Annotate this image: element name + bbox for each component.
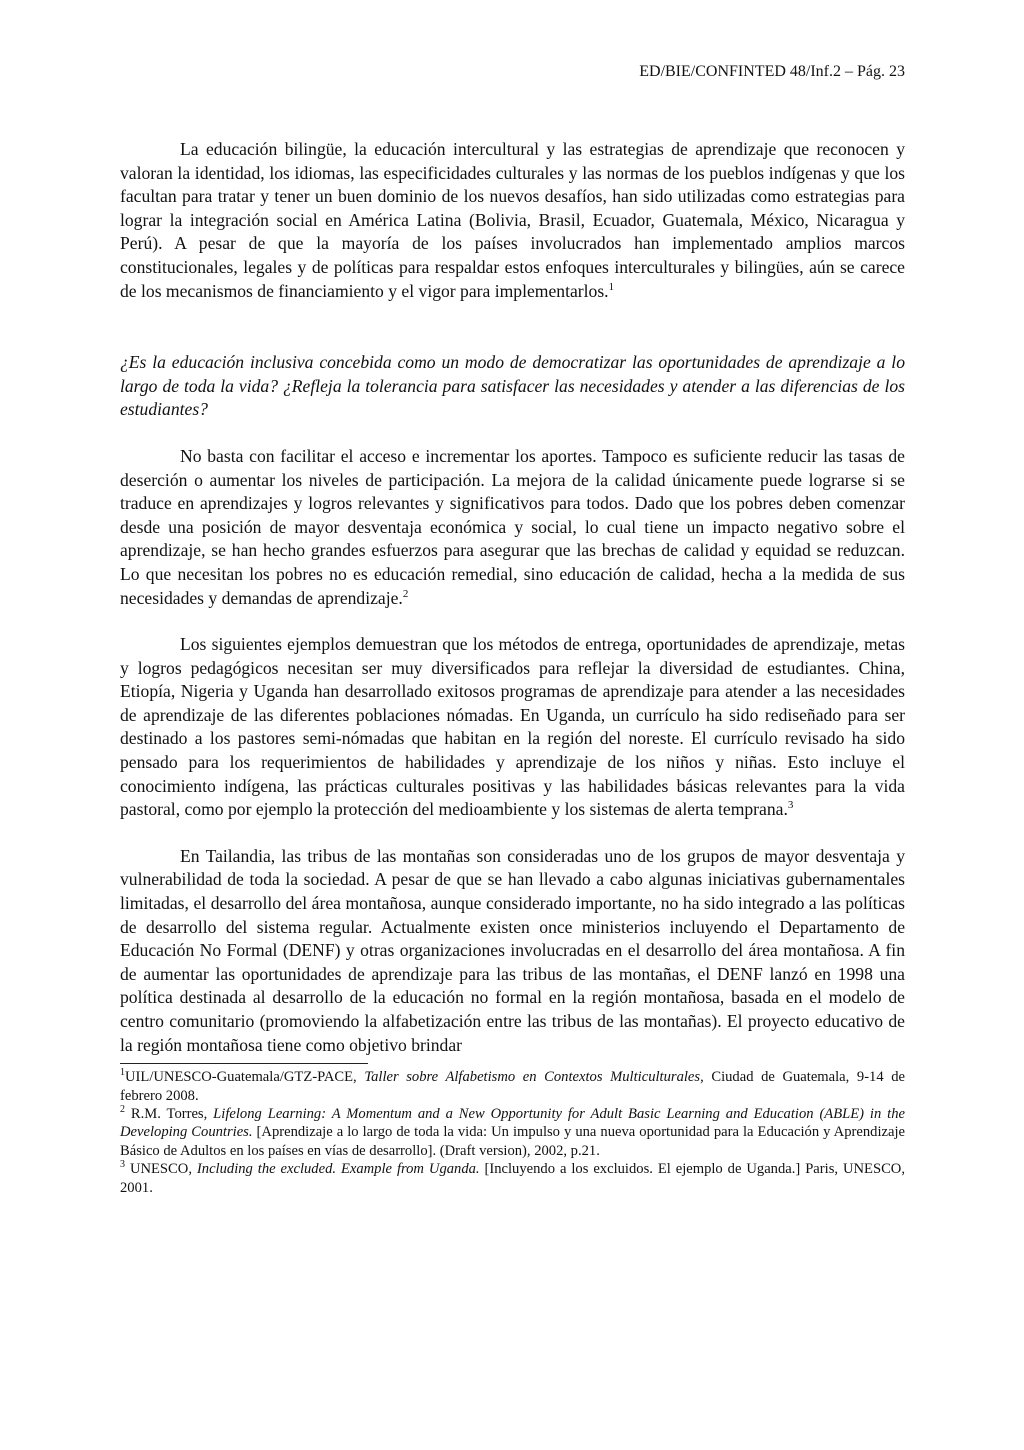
paragraph-thailand: En Tailandia, las tribus de las montañas son consideradas uno de los grupos de mayor desventaja y vulnerabilidad de toda la sociedad. A pesar de que se han llevado a cabo algunas iniciativas gubernamentales limitadas, el desarrollo del área montañosa, aunque considerado importante, no ha sido integrado a las políticas de desarrollo del sistema regular. Actualmente existen once ministerios incluyendo el Departamento de Educación No Formal (DENF) y otras organizaciones involucradas en el desarrollo del área montañosa. A fin de aumentar las oportunidades de aprendizaje para las tribus de las montañas, el DENF lanzó en 1998 una política destinada al desarrollo de la educación no formal en la región montañosa, basada en el modelo de centro comunitario (promoviendo la alfabetización entre las tribus de las montañas). El proyecto educativo de la región montañosa tiene como objetivo brindar — [120, 845, 905, 1055]
footnote-3: $^3$ UNESCO, Including the excluded. Example from Uganda. [Incluyendo a los excluidos. El ejemplo de Uganda.] Paris, UNESCO, 2001. — [120, 1159, 905, 1196]
footnote-number: 3 — [120, 1159, 125, 1171]
paragraph-nomadic-examples — [120, 633, 905, 822]
footnote-number: 2 — [120, 1104, 125, 1116]
paragraph-quality-learning — [120, 445, 905, 610]
paragraph-text: Los siguientes ejemplos demuestran que los métodos de entrega, oportunidades de aprendizaje, metas y logros pedagógicos necesitan ser muy diversificados para reflejar la diversidad de estudiantes. China, Etiopía, Nigeria y Uganda han desarrollado exitosos programas de aprendizaje para atender a las necesidades de aprendizaje de las diferentes poblaciones nómadas. En Uganda, un currículo ha sido rediseñado para ser destinado a los pastores semi-nómadas que habitan en la región del noreste. El currículo revisado ha sido pensado para los requerimientos de habilidades y aprendizaje de los niños y niñas. Esto incluye el conocimiento indígena, las prácticas culturales positivas y las habilidades básicas relevantes para la vida pastoral, como por ejemplo la protección del medioambiente y los sistemas de alerta temprana. — [120, 634, 905, 820]
footnote-ref-1[interactable]: 1 — [608, 280, 615, 293]
footnote-2: $^2$ R.M. Torres, Lifelong Learning: A Momentum and a New Opportunity for Adult Basic Learning and Education (ABLE) in the Developing Countries. [Aprendizaje a lo largo de toda la vida: Un impulso y una nueva oportunidad para la Educación y Aprendizaje Básico de Adultos en los países en vías de desarrollo]. (Draft version), 2002, p.21. — [120, 1104, 905, 1159]
paragraph-bilingual-education — [120, 138, 905, 303]
section-question: ¿Es la educación inclusiva concebida como un modo de democratizar las oportunidades de aprendizaje a lo largo de toda la vida? ¿Refleja la tolerancia para satisfacer las necesidades y atender a las diferencias de los estudiantes? — [120, 352, 905, 420]
document-page — [120, 62, 905, 1197]
footnote-title: Taller sobre Alfabetismo en Contextos Multiculturales — [364, 1069, 701, 1086]
footnote-title: Lifelong Learning: A Momentum and a New Opportunity for Adult Basic Learning and Education (ABLE) in the Developing Countries. — [120, 1106, 905, 1141]
footnote-title: Including the excluded. Example from Uganda. — [196, 1161, 480, 1178]
footnote-1: $^1$UIL/UNESCO-Guatemala/GTZ-PACE, Taller sobre Alfabetismo en Contextos Multiculturales, Ciudad de Guatemala, 9-14 de febrero 2008. — [120, 1067, 906, 1104]
paragraph-text: La educación bilingüe, la educación intercultural y las estrategias de aprendizaje que reconocen y valoran la identidad, los idiomas, las especificidades culturales y las normas de los pueblos indígenas y que los facultan para tratar y tener un buen dominio de los nuevos desafíos, han sido utilizadas como estrategias para lograr la integración social en América Latina (Bolivia, Brasil, Ecuador, Guatemala, México, Nicaragua y Perú). A pesar de que la mayoría de los países involucrados han implementado amplios marcos constitucionales, legales y de políticas para respaldar estos enfoques interculturales y bilingües, aún se carece de los mecanismos de financiamiento y el vigor para implementarlos. — [120, 139, 905, 301]
footnote-ref-3[interactable]: 3 — [787, 799, 794, 812]
footnote-separator — [120, 1063, 368, 1064]
paragraph-text: No basta con facilitar el acceso e incrementar los aportes. Tampoco es suficiente reducir las tasas de deserción o aumentar los niveles de participación. La mejora de la calidad únicamente puede lograrse si se traduce en aprendizajes y logros relevantes y significativos para todos. Dado que los pobres deben comenzar desde una posición de mayor desventaja económica y social, lo cual tiene un impacto negativo sobre el aprendizaje, se han hecho grandes esfuerzos para asegurar que las brechas de calidad y equidad se reduzcan. Lo que necesitan los pobres no es educación remedial, sino educación de calidad, hecha a la medida de sus necesidades y demandas de aprendizaje. — [120, 445, 905, 608]
footnote-number: 1 — [120, 1067, 125, 1079]
footnote-ref-2[interactable]: 2 — [402, 587, 409, 600]
page-header: ED/BIE/CONFINTED 48/Inf.2 – Pág. 23 — [639, 63, 905, 80]
